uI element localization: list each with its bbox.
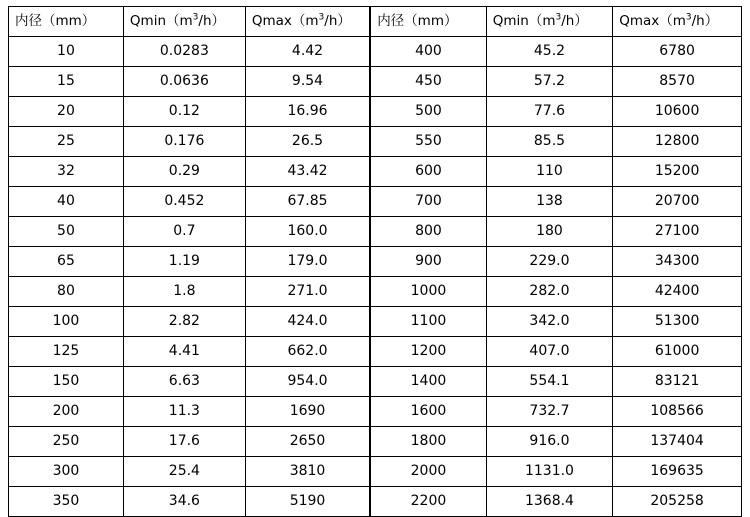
- cell-qmin: 0.176: [123, 127, 245, 157]
- cell-qmax: 108566: [613, 397, 742, 427]
- cell-qmax: 43.42: [245, 157, 369, 187]
- cell-inner-diameter: 550: [371, 127, 487, 157]
- cell-inner-diameter: 1200: [371, 337, 487, 367]
- table-body-left: [9, 37, 370, 517]
- cell-qmin: 11.3: [123, 397, 245, 427]
- table-row: [9, 187, 370, 217]
- cell-inner-diameter: 25: [9, 127, 124, 157]
- table-row: [371, 397, 742, 427]
- table-row: [371, 127, 742, 157]
- table-row: [371, 217, 742, 247]
- cell-qmax: 15200: [613, 157, 742, 187]
- table-row: [9, 397, 370, 427]
- cell-qmax: 16.96: [245, 97, 369, 127]
- cell-inner-diameter: 2000: [371, 457, 487, 487]
- table-row: [371, 97, 742, 127]
- cell-inner-diameter: 400: [371, 37, 487, 67]
- table-row: [9, 487, 370, 517]
- cell-inner-diameter: 80: [9, 277, 124, 307]
- cell-inner-diameter: 350: [9, 487, 124, 517]
- cell-qmin: 0.12: [123, 97, 245, 127]
- cell-qmin: 554.1: [486, 367, 612, 397]
- cell-qmin: 34.6: [123, 487, 245, 517]
- cell-inner-diameter: 800: [371, 217, 487, 247]
- exponent: 3: [555, 12, 562, 23]
- table-row: [371, 307, 742, 337]
- cell-qmax: 83121: [613, 367, 742, 397]
- cell-qmax: 5190: [245, 487, 369, 517]
- table-row: [371, 337, 742, 367]
- cell-qmin: 1.19: [123, 247, 245, 277]
- cell-qmax: 6780: [613, 37, 742, 67]
- cell-qmax: 1690: [245, 397, 369, 427]
- cell-qmin: 0.7: [123, 217, 245, 247]
- cell-inner-diameter: 1400: [371, 367, 487, 397]
- table-row: [9, 37, 370, 67]
- cell-qmax: 51300: [613, 307, 742, 337]
- cell-inner-diameter: 300: [9, 457, 124, 487]
- cell-qmin: 77.6: [486, 97, 612, 127]
- cell-qmax: 8570: [613, 67, 742, 97]
- table-header-left: [9, 7, 370, 37]
- cell-qmin: 1.8: [123, 277, 245, 307]
- cell-qmax: 179.0: [245, 247, 369, 277]
- column-header-qmin: $Qmin(m^3/h)$: [123, 7, 245, 37]
- cell-qmax: 67.85: [245, 187, 369, 217]
- exponent: 3: [192, 12, 199, 23]
- cell-qmin: 1368.4: [486, 487, 612, 517]
- cell-qmax: 20700: [613, 187, 742, 217]
- cell-qmin: 407.0: [486, 337, 612, 367]
- cell-qmin: 229.0: [486, 247, 612, 277]
- table-row: [371, 37, 742, 67]
- cell-inner-diameter: 100: [9, 307, 124, 337]
- column-header-inner-diameter: 内径（mm）: [371, 7, 487, 37]
- cell-qmin: 4.41: [123, 337, 245, 367]
- cell-qmin: 0.0636: [123, 67, 245, 97]
- exponent: 3: [318, 12, 325, 23]
- column-header-inner-diameter: 内径（mm）: [9, 7, 124, 37]
- table-row: [371, 187, 742, 217]
- cell-qmax: 424.0: [245, 307, 369, 337]
- table-row: [371, 67, 742, 97]
- table-row: [371, 457, 742, 487]
- cell-inner-diameter: 1000: [371, 277, 487, 307]
- cell-inner-diameter: 65: [9, 247, 124, 277]
- table-row: [9, 367, 370, 397]
- cell-qmax: 2650: [245, 427, 369, 457]
- cell-inner-diameter: 15: [9, 67, 124, 97]
- cell-inner-diameter: 900: [371, 247, 487, 277]
- table-row: [9, 127, 370, 157]
- cell-inner-diameter: 600: [371, 157, 487, 187]
- cell-qmin: 732.7: [486, 397, 612, 427]
- cell-qmin: 282.0: [486, 277, 612, 307]
- cell-qmax: 26.5: [245, 127, 369, 157]
- table-row: [371, 277, 742, 307]
- table-row: [371, 487, 742, 517]
- table-row: [9, 337, 370, 367]
- cell-inner-diameter: 10: [9, 37, 124, 67]
- table-body-right: [371, 37, 742, 517]
- column-header-qmax: $Qmax(m^3/h)$: [613, 7, 742, 37]
- cell-qmin: 110: [486, 157, 612, 187]
- table-row: [9, 247, 370, 277]
- flow-range-table-left: [8, 6, 370, 517]
- exponent: 3: [685, 12, 692, 23]
- table-header-right: [371, 7, 742, 37]
- cell-inner-diameter: 200: [9, 397, 124, 427]
- cell-inner-diameter: 1800: [371, 427, 487, 457]
- cell-qmin: 0.0283: [123, 37, 245, 67]
- tables-container: [8, 6, 742, 517]
- table-row: [9, 307, 370, 337]
- cell-qmax: 3810: [245, 457, 369, 487]
- column-header-qmax: $Qmax(m^3/h)$: [245, 7, 369, 37]
- cell-inner-diameter: 2200: [371, 487, 487, 517]
- table-row: [9, 427, 370, 457]
- column-header-qmin: $Qmin(m^3/h)$: [486, 7, 612, 37]
- cell-qmin: 45.2: [486, 37, 612, 67]
- cell-qmax: 160.0: [245, 217, 369, 247]
- cell-inner-diameter: 700: [371, 187, 487, 217]
- cell-inner-diameter: 500: [371, 97, 487, 127]
- cell-qmax: 27100: [613, 217, 742, 247]
- cell-qmax: 10600: [613, 97, 742, 127]
- cell-qmax: 42400: [613, 277, 742, 307]
- cell-qmin: 17.6: [123, 427, 245, 457]
- cell-qmax: 662.0: [245, 337, 369, 367]
- cell-inner-diameter: 450: [371, 67, 487, 97]
- table-row: [9, 277, 370, 307]
- cell-qmin: 916.0: [486, 427, 612, 457]
- table-row: [9, 157, 370, 187]
- cell-qmin: 6.63: [123, 367, 245, 397]
- cell-qmax: 61000: [613, 337, 742, 367]
- cell-inner-diameter: 150: [9, 367, 124, 397]
- flow-range-table-right: [370, 6, 742, 517]
- cell-qmin: 2.82: [123, 307, 245, 337]
- cell-inner-diameter: 1600: [371, 397, 487, 427]
- cell-qmax: 9.54: [245, 67, 369, 97]
- cell-inner-diameter: 1100: [371, 307, 487, 337]
- cell-qmax: 12800: [613, 127, 742, 157]
- cell-qmax: 169635: [613, 457, 742, 487]
- table-row: [371, 367, 742, 397]
- cell-qmax: 34300: [613, 247, 742, 277]
- cell-qmin: 0.452: [123, 187, 245, 217]
- cell-qmax: 954.0: [245, 367, 369, 397]
- cell-qmin: 85.5: [486, 127, 612, 157]
- cell-inner-diameter: 50: [9, 217, 124, 247]
- cell-qmin: 0.29: [123, 157, 245, 187]
- cell-inner-diameter: 32: [9, 157, 124, 187]
- cell-qmin: 342.0: [486, 307, 612, 337]
- cell-qmax: 4.42: [245, 37, 369, 67]
- table-row: [9, 457, 370, 487]
- cell-qmax: 137404: [613, 427, 742, 457]
- cell-inner-diameter: 250: [9, 427, 124, 457]
- cell-qmin: 180: [486, 217, 612, 247]
- table-row: [9, 97, 370, 127]
- table-row: [9, 67, 370, 97]
- table-row: [371, 427, 742, 457]
- cell-qmax: 271.0: [245, 277, 369, 307]
- cell-qmin: 1131.0: [486, 457, 612, 487]
- cell-inner-diameter: 40: [9, 187, 124, 217]
- cell-qmin: 57.2: [486, 67, 612, 97]
- cell-qmax: 205258: [613, 487, 742, 517]
- cell-qmin: 138: [486, 187, 612, 217]
- table-row: [371, 247, 742, 277]
- table-row: [371, 157, 742, 187]
- cell-inner-diameter: 125: [9, 337, 124, 367]
- header-row: [371, 7, 742, 37]
- cell-qmin: 25.4: [123, 457, 245, 487]
- cell-inner-diameter: 20: [9, 97, 124, 127]
- table-row: [9, 217, 370, 247]
- header-row: [9, 7, 370, 37]
